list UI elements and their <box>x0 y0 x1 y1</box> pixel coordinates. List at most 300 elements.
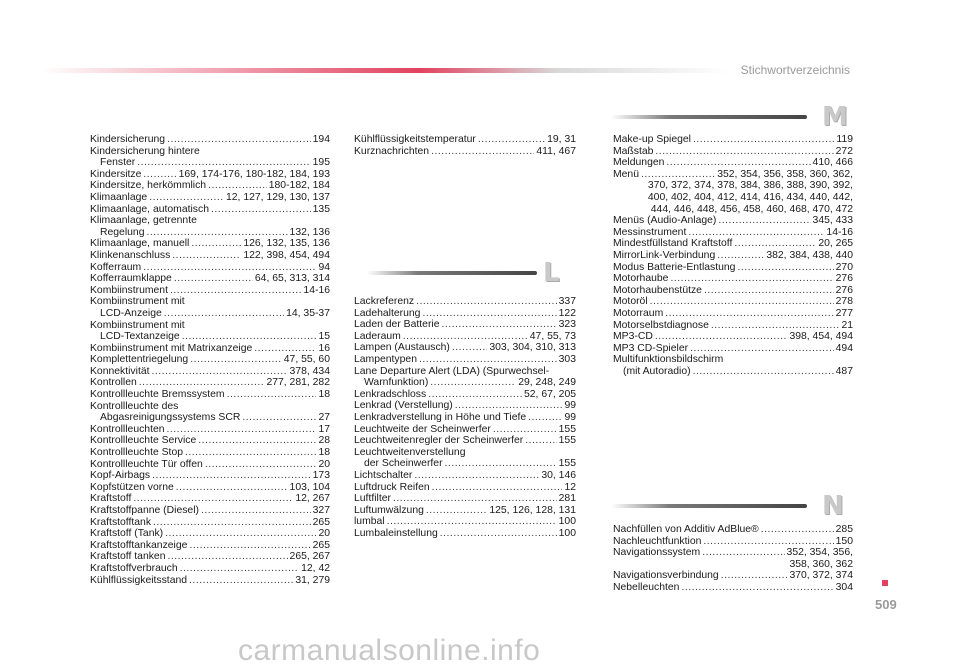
index-column-n <box>613 524 853 594</box>
index-term: Motorhaubenstütze <box>613 284 702 296</box>
index-page-refs: 323 <box>558 319 576 331</box>
index-entry <box>613 343 853 355</box>
index-term: Luftumwälzung <box>354 504 424 516</box>
index-term: MP3 CD-Spieler <box>613 342 689 354</box>
index-entry <box>90 412 330 424</box>
index-entry <box>90 551 330 563</box>
dot-leader <box>393 493 557 505</box>
index-term: Kontrollen <box>90 377 137 389</box>
index-page-refs: 17 <box>318 423 330 435</box>
index-page-refs: 119 <box>836 134 853 145</box>
index-page-refs: 47, 55, 73 <box>529 330 576 342</box>
index-term: Klinkenanschluss <box>90 249 171 261</box>
dot-leader <box>414 470 539 482</box>
index-term: Maßstab <box>613 145 654 157</box>
index-page-refs: 281 <box>558 493 576 505</box>
index-page-refs: 94 <box>318 261 330 273</box>
dot-leader <box>737 262 833 274</box>
index-page-refs: 194 <box>312 134 330 145</box>
index-term: Abgasreinigungssystems SCR <box>100 412 241 424</box>
index-entry <box>90 354 330 366</box>
dot-leader <box>152 470 311 482</box>
index-term: Leuchtweite der Scheinwerfer <box>354 423 491 435</box>
index-page-refs: 276 <box>835 273 853 285</box>
dot-leader <box>693 366 834 378</box>
index-page-refs: 352, 354, 356, <box>786 547 853 559</box>
index-term: Menü <box>613 168 639 180</box>
index-entry <box>90 308 330 320</box>
dot-leader <box>176 482 288 494</box>
dot-leader <box>242 412 316 424</box>
dot-leader <box>690 343 834 355</box>
index-page-refs: 180-182, 184 <box>268 180 330 192</box>
index-entry <box>613 227 853 239</box>
index-page-refs: 64, 65, 313, 314 <box>254 273 330 285</box>
index-term: Kindersitze, herkömmlich <box>90 180 207 192</box>
index-entry <box>613 570 853 582</box>
index-page-refs: 277, 281, 282 <box>266 377 330 389</box>
dot-leader <box>428 389 522 401</box>
index-term: Meldungen <box>613 157 665 169</box>
index-entry <box>354 331 576 343</box>
dot-leader <box>185 447 316 459</box>
index-page-refs: 398, 454, 494 <box>789 331 853 343</box>
index-term: Kofferraumklappe <box>90 273 172 285</box>
index-page-refs: 14-16 <box>303 284 330 296</box>
index-page-refs: 103, 104 <box>289 481 330 493</box>
index-page-refs: 27 <box>318 412 330 424</box>
index-entry <box>90 540 330 552</box>
divider-line <box>611 115 807 119</box>
index-term: Kühlflüssigkeitsstand <box>90 574 188 586</box>
index-entry <box>613 146 853 158</box>
index-term: Kontrollleuchten <box>90 423 165 435</box>
dot-leader <box>189 575 293 587</box>
index-term: Laden der Batterie <box>354 319 440 331</box>
index-entry <box>354 470 576 482</box>
dot-leader <box>655 146 833 158</box>
index-entry <box>613 331 853 343</box>
dot-leader <box>641 169 715 181</box>
index-page-refs: 20, 265 <box>818 238 853 250</box>
index-entry <box>90 331 330 343</box>
index-page-refs: 272 <box>835 145 853 157</box>
index-term: Klimaanlage, manuell <box>90 238 190 250</box>
dot-leader <box>478 134 545 146</box>
index-term: Lampentypen <box>354 353 417 365</box>
dot-leader <box>180 563 300 575</box>
index-entry <box>90 169 330 181</box>
index-page-refs: 370, 372, 374 <box>789 570 853 582</box>
index-entry <box>90 227 330 239</box>
dot-leader <box>440 528 557 540</box>
index-entry-continuation: 444, 446, 448, 456, 458, 460, 468, 470, 472 <box>650 203 853 215</box>
index-entry <box>613 215 853 227</box>
index-entry <box>90 238 330 250</box>
dot-leader <box>717 250 764 262</box>
index-term: Kindersicherung <box>90 134 166 145</box>
index-term: Messinstrument <box>613 226 687 238</box>
index-page-refs: 99 <box>564 411 576 423</box>
index-page-refs: 150 <box>835 535 853 547</box>
index-term: Fenster <box>100 157 136 169</box>
section-divider-n <box>611 491 851 521</box>
index-term: Kurznachrichten <box>354 145 430 157</box>
index-term: Navigationssystem <box>613 547 701 559</box>
index-entry-continuation: 370, 372, 374, 378, 384, 386, 388, 390, 392, <box>647 180 853 192</box>
index-term: Nachleuchtfunktion <box>613 535 702 547</box>
index-page-refs: 276 <box>835 284 853 296</box>
index-page-refs: 122, 398, 454, 494 <box>243 249 330 261</box>
dot-leader <box>191 238 241 250</box>
index-entry <box>613 273 853 285</box>
dot-leader <box>416 296 557 308</box>
index-term: Menüs (Audio-Anlage) <box>613 215 717 227</box>
index-term: Kraftstofftank <box>90 516 152 528</box>
index-page-refs: 303, 304, 310, 313 <box>489 342 576 354</box>
index-page-refs: 327 <box>312 505 330 516</box>
index-entry <box>354 458 576 470</box>
index-term: Kontrollleuchte Bremssystem <box>90 389 225 401</box>
index-term: Kraftstoff <box>90 493 132 505</box>
index-page-refs: 155 <box>558 458 576 470</box>
dot-leader <box>761 524 834 536</box>
index-page-refs: 173 <box>312 470 330 482</box>
index-term: Luftdruck Reifen <box>354 481 430 493</box>
index-term: Nebelleuchten <box>613 581 680 593</box>
index-page-refs: 132, 136 <box>289 226 330 238</box>
index-term: Lenkradschloss <box>354 388 427 400</box>
dot-leader <box>403 331 528 343</box>
dot-leader <box>655 331 788 343</box>
watermark-text: carmanualsonline.info <box>238 634 541 667</box>
dot-leader <box>153 517 311 529</box>
index-term-heading: Kontrollleuchte des <box>90 400 179 412</box>
index-term: der Scheinwerfer <box>364 458 443 470</box>
index-entry <box>354 296 576 308</box>
index-entry <box>90 285 330 297</box>
index-entry <box>354 146 576 158</box>
index-entry <box>354 482 576 494</box>
section-letter-l: L <box>543 258 560 288</box>
index-term: Kopf-Airbags <box>90 470 151 482</box>
index-page-refs: 265 <box>312 516 330 528</box>
index-term: Kofferraum <box>90 261 142 273</box>
index-page-refs: 278 <box>835 296 853 308</box>
index-page-refs: 126, 132, 135, 136 <box>243 238 330 250</box>
index-entry <box>354 505 576 517</box>
index-page-refs: 135 <box>312 203 330 215</box>
dot-leader <box>152 366 288 378</box>
dot-leader <box>137 157 310 169</box>
dot-leader <box>422 308 556 320</box>
index-entry <box>90 192 330 204</box>
index-page-refs: 352, 354, 356, 358, 360, 362, <box>717 168 853 180</box>
index-entry <box>613 524 853 536</box>
index-entry <box>613 296 853 308</box>
dot-leader <box>198 435 316 447</box>
index-term: Kombiinstrument <box>90 284 168 296</box>
index-term: Lenkrad (Verstellung) <box>354 400 453 412</box>
index-column-l <box>354 296 576 539</box>
index-entry <box>613 547 853 559</box>
index-term: Kontrollleuchte Tür offen <box>90 458 203 470</box>
index-page-refs: 100 <box>558 527 576 539</box>
dot-leader <box>693 134 834 146</box>
dot-leader <box>442 319 557 331</box>
index-entry <box>90 563 330 575</box>
dot-leader <box>704 285 834 297</box>
dot-leader <box>455 400 563 412</box>
dot-leader <box>174 273 253 285</box>
index-page-refs: 382, 384, 438, 440 <box>766 249 853 261</box>
section-divider-m <box>611 102 851 132</box>
dot-leader <box>147 227 288 239</box>
index-page-refs: 15 <box>318 331 330 343</box>
index-page-refs: 487 <box>835 365 853 377</box>
index-entry <box>354 424 576 436</box>
index-entry <box>354 516 576 528</box>
index-term: Kontrollleuchte Stop <box>90 447 183 459</box>
index-term: Modus Batterie-Entlastung <box>613 261 736 273</box>
index-entry <box>90 366 330 378</box>
index-page-refs: 265 <box>312 539 330 551</box>
index-entry <box>90 424 330 436</box>
index-page-refs: 14, 35-37 <box>286 307 330 319</box>
index-entry <box>90 459 330 471</box>
index-term-heading: Leuchtweitenverstellung <box>354 446 466 458</box>
index-term: Laderaum <box>354 330 401 342</box>
index-entry <box>90 250 330 262</box>
index-page-refs: 303 <box>558 353 576 365</box>
page-section-title: Stichwortverzeichnis <box>740 63 850 77</box>
index-page-refs: 378, 434 <box>289 365 330 377</box>
index-term: MirrorLink-Verbindung <box>613 249 716 261</box>
index-entry <box>613 169 853 181</box>
index-entry <box>613 582 853 594</box>
index-page-refs: 47, 55, 60 <box>283 354 330 366</box>
index-term: Konnektivität <box>90 365 150 377</box>
index-entry <box>354 493 576 505</box>
index-term: Lampen (Austausch) <box>354 342 450 354</box>
index-term: Kühlflüssigkeitstemperatur <box>354 134 476 145</box>
dot-leader <box>426 505 487 517</box>
index-page-refs: 30, 146 <box>541 469 576 481</box>
dot-leader <box>452 342 487 354</box>
index-page-refs: 18 <box>318 389 330 401</box>
index-entry <box>90 482 330 494</box>
index-entry <box>354 412 576 424</box>
index-term: Navigationsverbindung <box>613 570 719 582</box>
dot-leader <box>718 215 810 227</box>
index-column-k-continued <box>354 134 576 157</box>
dot-leader <box>201 505 311 517</box>
dot-leader <box>211 204 311 216</box>
dot-leader <box>167 424 317 436</box>
page-marker-square <box>882 580 888 586</box>
index-page-refs: 337 <box>558 296 576 307</box>
dot-leader <box>167 134 311 146</box>
index-entry-continuation: 400, 402, 404, 412, 414, 416, 434, 440, 442, <box>647 191 853 203</box>
dot-leader <box>133 493 293 505</box>
index-term: LCD-Textanzeige <box>100 331 180 343</box>
index-page-refs: 21 <box>841 319 853 331</box>
index-entry <box>90 517 330 529</box>
index-term-heading: Multifunktionsbildschirm <box>613 354 724 366</box>
dot-leader <box>666 157 810 169</box>
index-term: Nachfüllen von Additiv AdBlue® <box>613 524 759 535</box>
index-term-heading: Kindersicherung hintere <box>90 145 200 157</box>
dot-leader <box>734 238 816 250</box>
index-term: Kraftstoff (Tank) <box>90 528 164 540</box>
dot-leader <box>165 528 316 540</box>
index-entry <box>90 505 330 517</box>
index-page-refs: 18 <box>318 447 330 459</box>
section-divider-l <box>367 258 579 288</box>
section-letter-m: M <box>822 102 848 132</box>
dot-leader <box>139 377 265 389</box>
index-page-refs: 494 <box>835 342 853 354</box>
index-entry <box>613 366 853 378</box>
index-entry <box>354 528 576 540</box>
index-term: Komplettentriegelung <box>90 354 189 366</box>
index-entry <box>90 447 330 459</box>
divider-line <box>367 271 537 275</box>
index-page-refs: 12, 267 <box>295 493 330 505</box>
dot-leader <box>528 412 562 424</box>
index-page-refs: 28 <box>318 435 330 447</box>
dot-leader <box>431 146 534 158</box>
index-page-refs: 277 <box>835 307 853 319</box>
index-page-refs: 100 <box>558 516 576 528</box>
index-page-refs: 345, 433 <box>812 215 853 227</box>
index-page-refs: 12, 42 <box>301 562 330 574</box>
index-entry <box>613 262 853 274</box>
index-entry <box>90 435 330 447</box>
index-entry <box>90 204 330 216</box>
index-page-refs: 52, 67, 205 <box>524 388 576 400</box>
index-term: Motorraum <box>613 307 664 319</box>
index-page-refs: 155 <box>558 423 576 435</box>
dot-leader <box>149 192 224 204</box>
dot-leader <box>170 285 301 297</box>
index-entry <box>90 575 330 587</box>
index-term: Kraftstoffverbrauch <box>90 562 178 574</box>
index-page-refs: 29, 248, 249 <box>518 377 576 389</box>
dot-leader <box>164 308 284 320</box>
dot-leader <box>665 308 833 320</box>
dot-leader <box>419 354 557 366</box>
index-entry <box>90 528 330 540</box>
index-term: Luftfilter <box>354 493 391 505</box>
dot-leader <box>711 320 840 332</box>
index-term: Motorselbstdiagnose <box>613 319 709 331</box>
index-entry <box>354 319 576 331</box>
index-page-refs: 195 <box>312 157 330 169</box>
index-term: Make-up Spiegel <box>613 134 691 145</box>
dot-leader <box>432 482 563 494</box>
dot-leader <box>688 227 824 239</box>
index-term: Regelung <box>100 226 145 238</box>
index-term: Leuchtweitenregler der Scheinwerfer <box>354 435 524 447</box>
index-entry <box>90 180 330 192</box>
index-entry-continuation: 358, 360, 362 <box>789 558 853 570</box>
dot-leader <box>205 459 317 471</box>
divider-line <box>611 504 807 508</box>
index-page-refs: 12, 127, 129, 130, 137 <box>226 191 330 203</box>
index-entry <box>90 377 330 389</box>
index-entry <box>354 377 576 389</box>
index-term-heading: Klimaanlage, getrennte <box>90 215 197 227</box>
index-page-refs: 304 <box>835 581 853 593</box>
index-page-refs: 20 <box>318 528 330 540</box>
dot-leader <box>189 540 310 552</box>
index-term-heading: Kombiinstrument mit <box>90 296 185 308</box>
index-term: Motorhaube <box>613 273 669 285</box>
header-accent-bar <box>40 68 730 73</box>
dot-leader <box>493 424 557 436</box>
dot-leader <box>681 582 833 594</box>
index-term: MP3-CD <box>613 331 653 343</box>
index-term: Lenkradverstellung in Höhe und Tiefe <box>354 411 527 423</box>
index-entry <box>613 308 853 320</box>
index-term: Mindestfüllstand Kraftstoff <box>613 238 733 250</box>
index-entry <box>354 342 576 354</box>
index-page-refs: 410, 466 <box>812 157 853 169</box>
index-entry <box>90 343 330 355</box>
index-term: lumbal <box>354 516 385 528</box>
dot-leader <box>143 262 316 274</box>
index-entry <box>354 400 576 412</box>
page-number: 509 <box>875 597 897 612</box>
index-page-refs: 99 <box>564 400 576 412</box>
index-term: Ladehalterung <box>354 307 421 319</box>
index-page-refs: 125, 126, 128, 131 <box>489 504 576 516</box>
dot-leader <box>445 458 557 470</box>
dot-leader <box>167 551 287 563</box>
index-page-refs: 411, 467 <box>536 145 576 157</box>
index-term: Warnfunktion) <box>364 377 429 389</box>
index-term: Klimaanlage, automatisch <box>90 203 209 215</box>
dot-leader <box>190 354 282 366</box>
index-entry <box>90 493 330 505</box>
index-entry <box>354 435 576 447</box>
index-page-refs: 155 <box>558 435 576 447</box>
index-term: Kontrollleuchte Service <box>90 435 197 447</box>
index-entry <box>613 157 853 169</box>
index-term: Kraftstofftankanzeige <box>90 539 188 551</box>
dot-leader <box>227 389 317 401</box>
index-entry <box>90 134 330 146</box>
dot-leader <box>208 180 267 192</box>
index-term: Lichtschalter <box>354 469 413 481</box>
index-page-refs: 265, 267 <box>289 551 330 563</box>
dot-leader <box>182 331 317 343</box>
index-term: Kraftstoff tanken <box>90 551 166 563</box>
index-entry <box>90 470 330 482</box>
index-term: Kombiinstrument mit Matrixanzeige <box>90 342 253 354</box>
index-entry <box>354 389 576 401</box>
index-entry <box>90 389 330 401</box>
index-term: Kopfstützen vorne <box>90 481 174 493</box>
index-entry <box>613 250 853 262</box>
dot-leader <box>702 547 784 559</box>
index-entry <box>90 157 330 169</box>
dot-leader <box>387 516 557 528</box>
dot-leader <box>703 536 833 548</box>
index-entry <box>613 238 853 250</box>
index-term: Lackreferenz <box>354 296 415 307</box>
